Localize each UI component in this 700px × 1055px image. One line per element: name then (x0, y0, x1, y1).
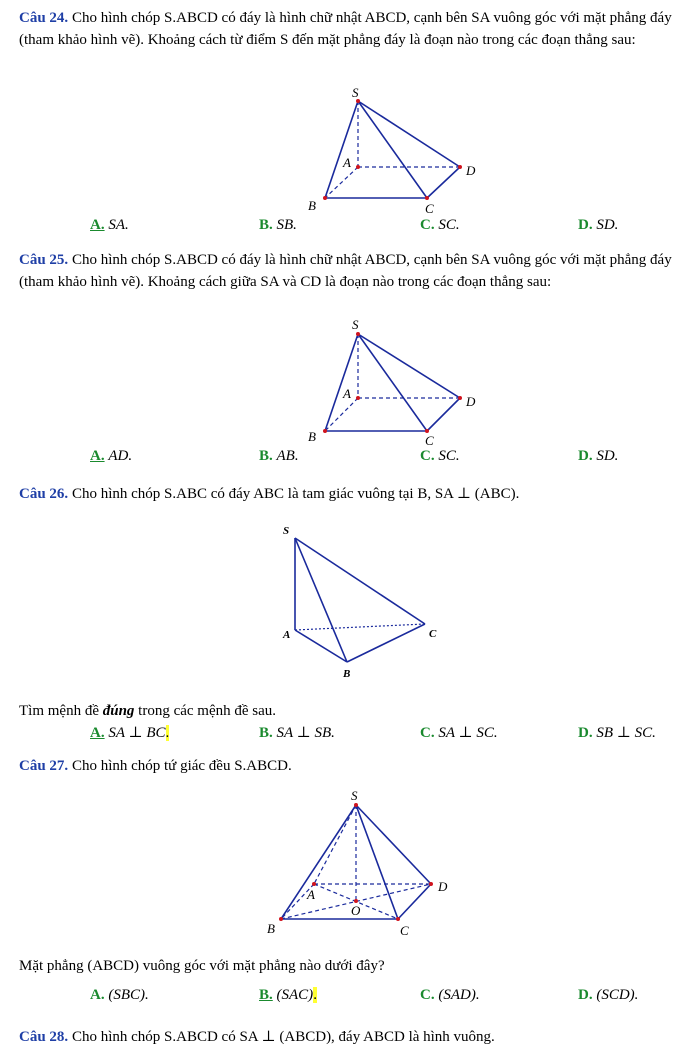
question-label: Câu 28. (19, 1029, 69, 1045)
option-d[interactable]: D. SB ⊥ SC. (578, 725, 656, 741)
question-26 (19, 483, 691, 505)
vertex-label: S (352, 317, 359, 332)
option-b[interactable]: B. SB. (259, 217, 297, 233)
question-28 (19, 1026, 691, 1048)
vertex-label: B (308, 429, 316, 444)
option-a[interactable]: A. SA. (90, 217, 129, 233)
option-d[interactable]: D. (SCD). (578, 987, 639, 1003)
option-c[interactable]: C. SC. (420, 448, 460, 464)
vertex-label: A (307, 887, 315, 902)
question-text: Cho hình chóp tứ giác đều S.ABCD. (71, 758, 292, 774)
vertex-label: S (352, 85, 359, 100)
pyramid-figure-24 (300, 85, 490, 220)
question-text: Cho hình chóp S.ABCD có SA ⊥ (ABCD), đáy ABCD là hình vuông. (71, 1029, 495, 1045)
vertex-label: D (466, 163, 476, 178)
vertex-label: A (283, 629, 291, 641)
question-text: Cho hình chóp S.ABC có đáy ABC là tam giác vuông tại B, SA ⊥ (ABC). (71, 486, 520, 502)
question-text: Cho hình chóp S.ABCD có đáy là hình chữ nhật ABCD, cạnh bên SA vuông góc với mặt phẳng đáy (tham khảo hình vẽ). Khoảng cách từ điểm S đến mặt phẳng đáy là đoạn nào trong các đoạn thẳng sau: (19, 10, 672, 48)
vertex-label: C (429, 628, 437, 640)
vertex-label: A (343, 386, 351, 401)
question-26-prompt: Tìm mệnh đề đúng trong các mệnh đề sau. (19, 703, 277, 719)
option-c[interactable]: C. (SAD). (420, 987, 480, 1003)
option-b[interactable]: B. (SAC). (259, 987, 317, 1003)
option-c[interactable]: C. SA ⊥ SC. (420, 725, 498, 741)
pyramid-figure-27 (255, 785, 465, 945)
option-c[interactable]: C. SC. (420, 217, 460, 233)
option-b[interactable]: B. AB. (259, 448, 299, 464)
option-a[interactable]: A. (SBC). (90, 987, 149, 1003)
question-label: Câu 27. (19, 758, 69, 774)
option-a[interactable]: A. AD. (90, 448, 133, 464)
vertex-label: O (351, 903, 361, 918)
vertex-label: S (351, 788, 358, 803)
options-26 (0, 723, 700, 745)
question-label: Câu 24. (19, 10, 69, 26)
question-24 (19, 7, 691, 51)
vertex-label: B (267, 921, 275, 936)
question-label: Câu 26. (19, 486, 69, 502)
pyramid-figure-26 (275, 520, 455, 685)
vertex-label: S (283, 525, 290, 537)
pyramid-figure-25 (300, 318, 490, 448)
option-b[interactable]: B. SA ⊥ SB. (259, 725, 335, 741)
vertex-label: A (343, 155, 351, 170)
question-27-prompt: Mặt phẳng (ABCD) vuông góc với mặt phẳng nào dưới đây? (19, 958, 385, 974)
options-25 (0, 448, 700, 470)
question-label: Câu 25. (19, 252, 69, 268)
question-25 (19, 249, 691, 293)
option-a[interactable]: A. SA ⊥ BC. (90, 725, 170, 741)
vertex-label: C (425, 201, 434, 216)
options-27 (0, 987, 700, 1009)
option-d[interactable]: D. SD. (578, 448, 619, 464)
question-text: Cho hình chóp S.ABCD có đáy là hình chữ nhật ABCD, cạnh bên SA vuông góc với mặt phẳng đáy (tham khảo hình vẽ). Khoảng cách giữa SA và CD là đoạn nào trong các đoạn thẳng sau: (19, 252, 672, 290)
question-27 (19, 755, 691, 777)
options-24 (0, 217, 700, 239)
option-d[interactable]: D. SD. (578, 217, 619, 233)
vertex-label: C (425, 433, 434, 448)
vertex-label: D (438, 879, 448, 894)
vertex-label: C (400, 923, 409, 938)
vertex-label: B (308, 198, 316, 213)
vertex-label: D (466, 394, 476, 409)
vertex-label: B (343, 668, 351, 680)
